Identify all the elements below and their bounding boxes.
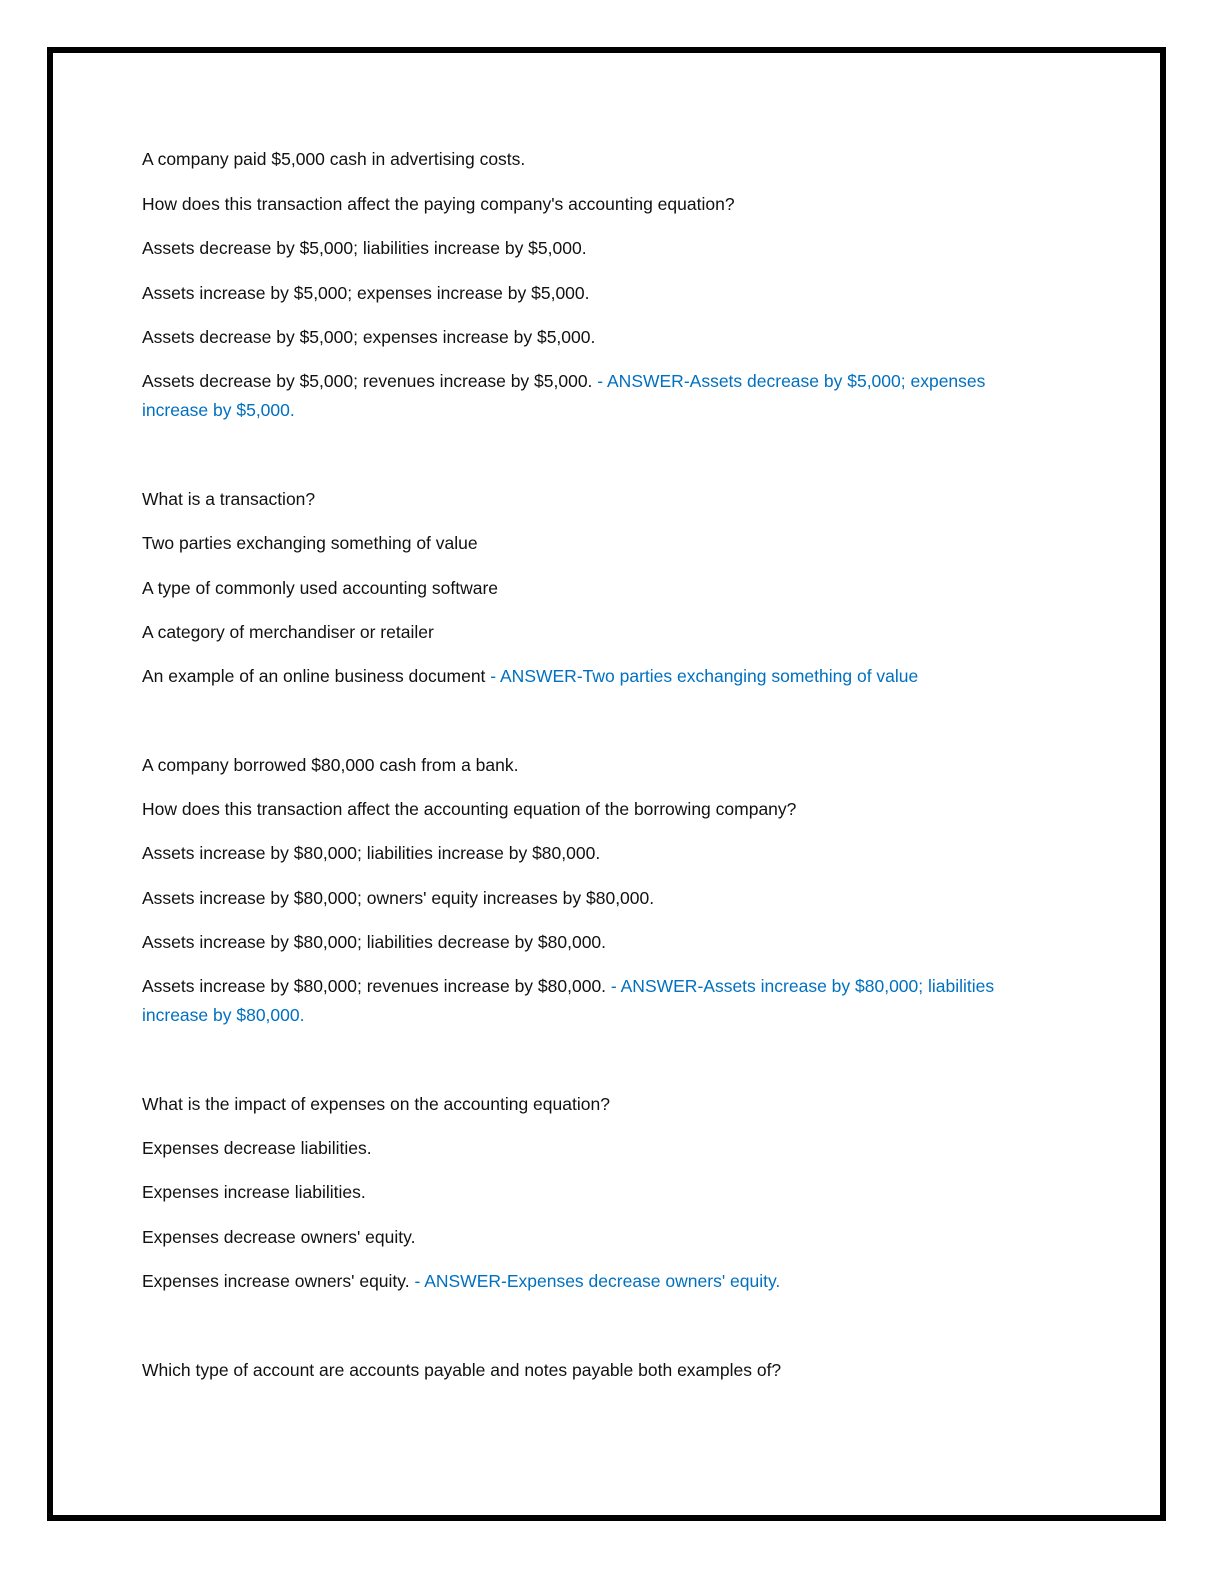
line-text: Assets decrease by $5,000; expenses increase by $5,000. — [142, 327, 596, 347]
answer-option — [142, 972, 1022, 1030]
answer-option — [142, 574, 1022, 603]
answer-option — [142, 884, 1022, 913]
line-text: A company paid $5,000 cash in advertising costs. — [142, 149, 526, 169]
line-text: Which type of account are accounts payable and notes payable both examples of? — [142, 1360, 782, 1380]
answer-option — [142, 1134, 1022, 1163]
answer-key: - ANSWER-Two parties exchanging something of value — [485, 666, 919, 686]
question-text — [142, 751, 1022, 780]
line-text: What is the impact of expenses on the accounting equation? — [142, 1094, 610, 1114]
question-text — [142, 1356, 1022, 1385]
line-text: Assets increase by $5,000; expenses increase by $5,000. — [142, 283, 590, 303]
question-prompt — [142, 190, 1022, 219]
answer-option — [142, 323, 1022, 352]
question-prompt — [142, 795, 1022, 824]
line-text: A category of merchandiser or retailer — [142, 622, 434, 642]
answer-option — [142, 367, 1022, 425]
answer-option — [142, 928, 1022, 957]
line-text: Assets increase by $80,000; revenues increase by $80,000. — [142, 976, 607, 996]
question-text — [142, 485, 1022, 514]
line-text: Expenses increase liabilities. — [142, 1182, 366, 1202]
answer-option — [142, 839, 1022, 868]
line-text: Assets increase by $80,000; liabilities decrease by $80,000. — [142, 932, 607, 952]
answer-option — [142, 618, 1022, 647]
answer-option — [142, 1267, 1022, 1296]
answer-key: - ANSWER-Expenses decrease owners' equity. — [409, 1271, 781, 1291]
line-text: Expenses decrease owners' equity. — [142, 1227, 416, 1247]
answer-option — [142, 234, 1022, 263]
line-text: An example of an online business document — [142, 666, 486, 686]
answer-option — [142, 1223, 1022, 1252]
line-text: What is a transaction? — [142, 489, 316, 509]
line-text: How does this transaction affect the accounting equation of the borrowing company? — [142, 799, 797, 819]
page-border — [47, 47, 1166, 1521]
question-text — [142, 1090, 1022, 1119]
line-text: Assets increase by $80,000; liabilities increase by $80,000. — [142, 843, 601, 863]
answer-option — [142, 1178, 1022, 1207]
line-text: Assets increase by $80,000; owners' equity increases by $80,000. — [142, 888, 655, 908]
question-text — [142, 145, 1022, 174]
line-text: How does this transaction affect the paying company's accounting equation? — [142, 194, 735, 214]
answer-option — [142, 662, 1022, 691]
answer-key: - ANSWER-Assets increase by $80,000; liabilities increase by $80,000. — [142, 976, 995, 1025]
line-text: Expenses increase owners' equity. — [142, 1271, 410, 1291]
line-text: Expenses decrease liabilities. — [142, 1138, 372, 1158]
answer-key: - ANSWER-Assets decrease by $5,000; expenses increase by $5,000. — [142, 371, 986, 420]
line-text: A company borrowed $80,000 cash from a bank. — [142, 755, 519, 775]
answer-option — [142, 529, 1022, 558]
answer-option — [142, 279, 1022, 308]
line-text: Assets decrease by $5,000; revenues increase by $5,000. — [142, 371, 593, 391]
line-text: A type of commonly used accounting software — [142, 578, 499, 598]
line-text: Two parties exchanging something of value — [142, 533, 478, 553]
line-text: Assets decrease by $5,000; liabilities increase by $5,000. — [142, 238, 587, 258]
